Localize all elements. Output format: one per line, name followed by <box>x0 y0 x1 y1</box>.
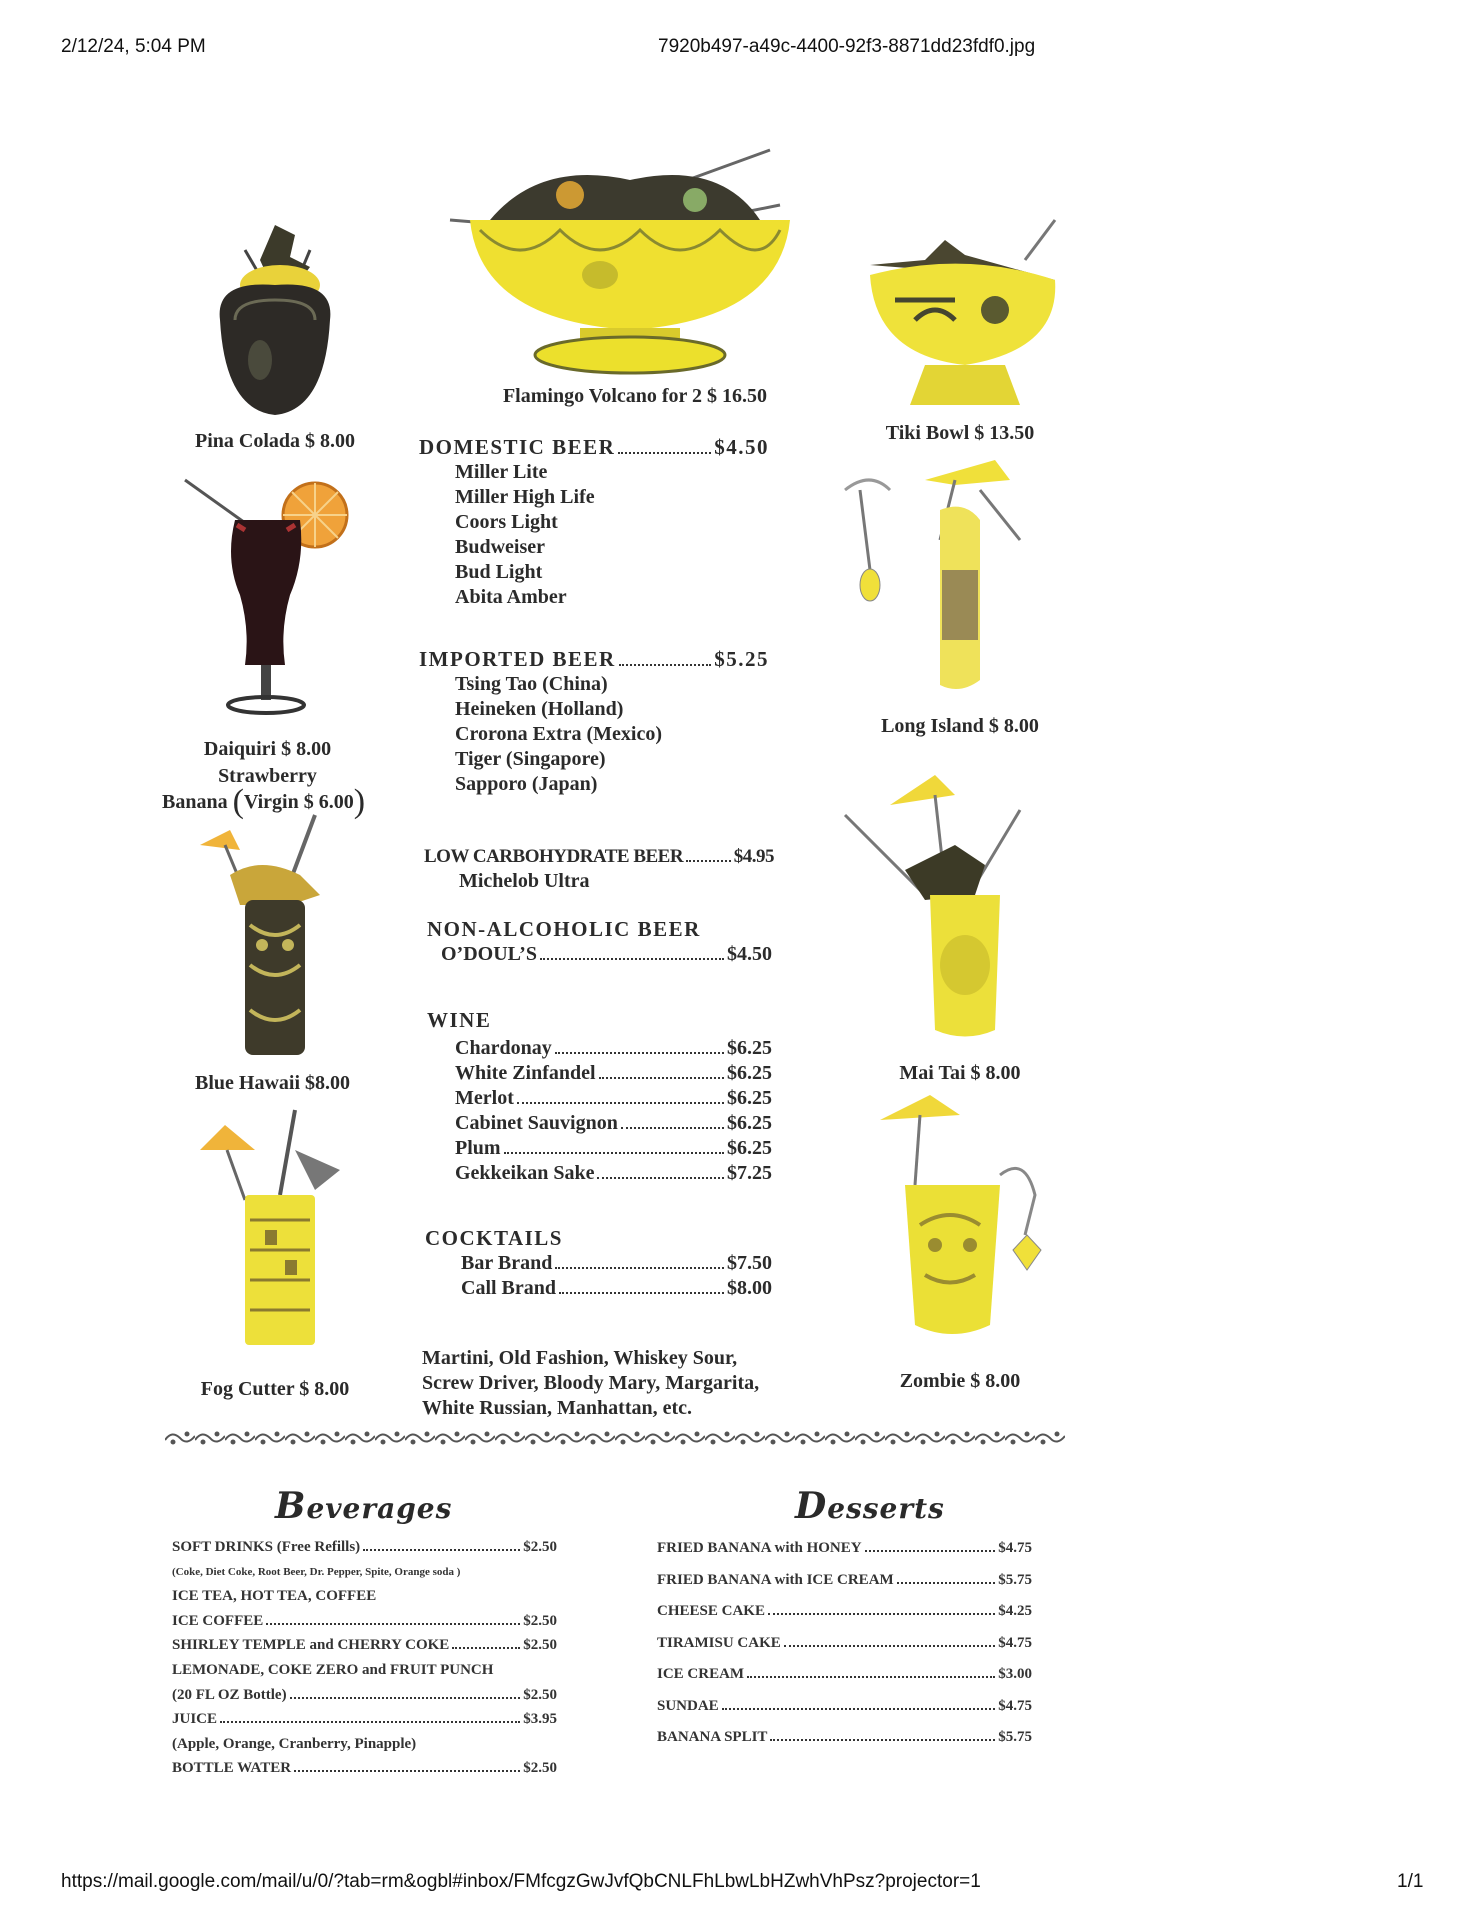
print-page-number: 1/1 <box>1397 1871 1424 1892</box>
imported-beer-title: IMPORTED BEER <box>419 647 616 671</box>
beverages-title-rest: everages <box>306 1492 453 1525</box>
ornamental-divider <box>165 1428 1065 1448</box>
tiki-bowl-illustration <box>855 220 1080 410</box>
domestic-beer-item: Abita Amber <box>455 586 567 608</box>
non-alcoholic-beer-item: O’DOUL’S <box>441 943 537 965</box>
dessert-price: $5.75 <box>998 1729 1032 1745</box>
cocktails-title: COCKTAILS <box>425 1226 563 1250</box>
wine-item-name: Merlot <box>455 1087 514 1109</box>
imported-beer-item: Crorona Extra (Mexico) <box>455 723 662 745</box>
beverage-price: $2.50 <box>523 1686 557 1703</box>
beverage-price: $2.50 <box>523 1637 557 1654</box>
blue-hawaii-caption: Blue Hawaii $8.00 <box>194 1072 350 1094</box>
dessert-price: $4.25 <box>998 1603 1032 1619</box>
beverage-price: $2.50 <box>523 1612 557 1629</box>
dessert-name: ICE CREAM <box>657 1666 745 1682</box>
wine-item-price: $6.25 <box>727 1137 772 1159</box>
wine-item-price: $6.25 <box>727 1037 772 1059</box>
beverage-name: SHIRLEY TEMPLE and CHERRY COKE <box>172 1637 450 1654</box>
beverages-list <box>172 1535 557 1781</box>
cocktail-item-price: $8.00 <box>727 1277 772 1299</box>
wine-item-name: Plum <box>455 1137 501 1159</box>
domestic-beer-item: Budweiser <box>455 536 545 558</box>
low-carb-beer-title: LOW CARBOHYDRATE BEER <box>424 846 684 867</box>
wine-item-name: Chardonay <box>455 1037 552 1059</box>
low-carb-beer-item: Michelob Ultra <box>459 870 590 892</box>
wine-item-price: $7.25 <box>727 1162 772 1184</box>
dessert-price: $4.75 <box>998 1634 1032 1651</box>
long-island-illustration <box>830 460 1040 700</box>
flamingo-volcano-caption: Flamingo Volcano for 2 $ 16.50 <box>502 385 768 407</box>
desserts-title-rest: esserts <box>827 1492 945 1525</box>
wine-item-price: $6.25 <box>727 1087 772 1109</box>
domestic-beer-title: DOMESTIC BEER <box>419 435 616 459</box>
cocktail-list-line: White Russian, Manhattan, etc. <box>422 1397 693 1419</box>
wine-item-name: Cabinet Sauvignon <box>455 1112 618 1134</box>
dessert-price: $4.75 <box>998 1540 1032 1556</box>
beverages-title <box>275 1485 452 1527</box>
daiquiri-banana: Banana <box>162 791 228 813</box>
daiquiri-caption <box>150 736 385 790</box>
wine-item-price: $6.25 <box>727 1062 772 1084</box>
desserts-title-initial: D <box>795 1485 828 1527</box>
wine-item-name: White Zinfandel <box>455 1062 596 1084</box>
tiki-bowl-caption: Tiki Bowl $ 13.50 <box>885 422 1035 444</box>
dessert-name: FRIED BANANA with ICE CREAM <box>657 1571 894 1588</box>
cocktail-list-line: Martini, Old Fashion, Whiskey Sour, <box>422 1347 738 1369</box>
cocktails-section <box>425 1226 772 1301</box>
pina-colada-caption: Pina Colada $ 8.00 <box>194 430 356 452</box>
dessert-name: CHEESE CAKE <box>657 1603 765 1619</box>
non-alcoholic-beer-price: $4.50 <box>727 943 772 965</box>
domestic-beer-item: Bud Light <box>455 561 543 583</box>
low-carb-beer-price: $4.95 <box>733 846 774 867</box>
dessert-name: SUNDAE <box>657 1697 719 1714</box>
zombie-caption: Zombie $ 8.00 <box>899 1370 1021 1392</box>
mai-tai-caption: Mai Tai $ 8.00 <box>899 1062 1021 1084</box>
daiquiri-strawberry: Strawberry <box>218 765 317 787</box>
beverage-name: ICE TEA, HOT TEA, COFFEE <box>172 1588 377 1605</box>
long-island-caption: Long Island $ 8.00 <box>881 715 1039 737</box>
non-alcoholic-beer-title: NON-ALCOHOLIC BEER <box>427 917 701 941</box>
mai-tai-illustration <box>835 775 1050 1045</box>
imported-beer-price: $5.25 <box>714 647 769 671</box>
blue-hawaii-illustration <box>190 815 340 1060</box>
domestic-beer-item: Miller High Life <box>455 486 595 508</box>
beverage-price: $2.50 <box>523 1760 557 1777</box>
beverage-name: (20 FL OZ Bottle) <box>172 1686 287 1703</box>
print-filename: 7920b497-a49c-4400-92f3-8871dd23fdf0.jpg <box>658 36 1036 57</box>
dessert-price: $5.75 <box>998 1571 1032 1588</box>
beverages-title-initial: B <box>275 1485 307 1527</box>
desserts-title <box>795 1485 945 1527</box>
dessert-name: TIRAMISU CAKE <box>657 1634 781 1651</box>
zombie-illustration <box>860 1085 1055 1345</box>
domestic-beer-item: Miller Lite <box>455 461 548 483</box>
beverage-name: JUICE <box>172 1711 218 1728</box>
domestic-beer-price: $4.50 <box>714 435 769 459</box>
daiquiri-illustration <box>175 470 355 720</box>
cocktail-list-line: Screw Driver, Bloody Mary, Margarita, <box>422 1372 760 1394</box>
wine-item-name: Gekkeikan Sake <box>455 1162 595 1184</box>
beverage-name: BOTTLE WATER <box>172 1760 292 1777</box>
dessert-name: BANANA SPLIT <box>657 1729 768 1745</box>
beverage-name: LEMONADE, COKE ZERO and FRUIT PUNCH <box>172 1661 494 1678</box>
print-datetime: 2/12/24, 5:04 PM <box>61 36 206 57</box>
flamingo-volcano-illustration <box>450 150 810 375</box>
beverage-name: ICE COFFEE <box>172 1612 264 1629</box>
cocktail-list <box>422 1346 759 1421</box>
daiquiri-banana-line: Banana (Virgin $ 6.00) <box>162 783 366 820</box>
wine-item-price: $6.25 <box>727 1112 772 1134</box>
pina-colada-illustration <box>205 210 345 420</box>
imported-beer-item: Sapporo (Japan) <box>455 773 598 795</box>
soft-drinks-note: (Coke, Diet Coke, Root Beer, Dr. Pepper, Spite, Orange soda ) <box>172 1565 461 1578</box>
dessert-price: $3.00 <box>998 1666 1032 1682</box>
beverage-price: $3.95 <box>523 1711 557 1728</box>
daiquiri-virgin: Virgin $ 6.00 <box>243 791 354 813</box>
desserts-list <box>657 1533 1032 1754</box>
dessert-name: FRIED BANANA with HONEY <box>657 1540 862 1556</box>
imported-beer-section <box>419 647 769 797</box>
cocktail-item-price: $7.50 <box>727 1252 772 1274</box>
imported-beer-item: Tiger (Singapore) <box>455 748 606 770</box>
beverage-price: $2.50 <box>523 1539 557 1555</box>
cocktail-item-name: Bar Brand <box>461 1252 553 1274</box>
wine-title: WINE <box>427 1008 492 1032</box>
imported-beer-item: Tsing Tao (China) <box>455 673 608 695</box>
low-carb-beer-section <box>424 844 774 894</box>
cocktail-item-name: Call Brand <box>461 1277 557 1299</box>
domestic-beer-section <box>419 435 769 610</box>
domestic-beer-item: Coors Light <box>455 511 558 533</box>
beverage-name: SOFT DRINKS (Free Refills) <box>172 1539 361 1555</box>
juice-note: (Apple, Orange, Cranberry, Pinapple) <box>172 1735 417 1752</box>
fog-cutter-illustration <box>195 1110 355 1350</box>
imported-beer-item: Heineken (Holland) <box>455 698 624 720</box>
wine-section <box>427 1008 772 1186</box>
daiquiri-price: Daiquiri $ 8.00 <box>203 738 332 760</box>
dessert-price: $4.75 <box>998 1697 1032 1714</box>
fog-cutter-caption: Fog Cutter $ 8.00 <box>200 1378 350 1400</box>
print-url: https://mail.google.com/mail/u/0/?tab=rm&ogbl#inbox/FMfcgzGwJvfQbCNLFhLbwLbHZwhVhPsz?projector=1 <box>61 1871 981 1892</box>
non-alcoholic-beer-section <box>427 917 772 967</box>
